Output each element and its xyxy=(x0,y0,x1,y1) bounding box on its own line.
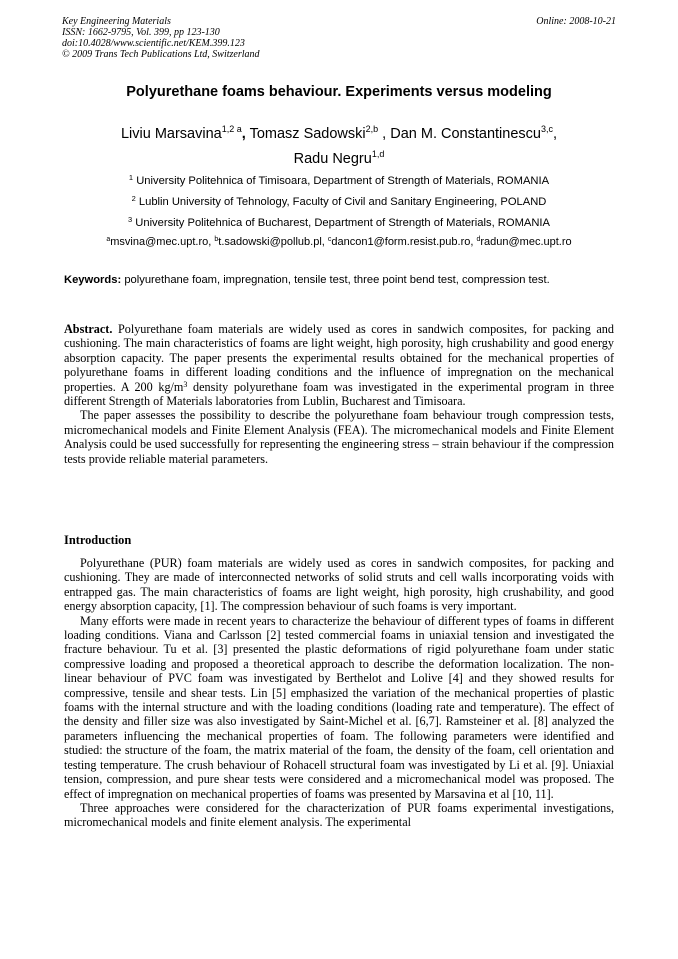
unit-superscript: 3 xyxy=(183,379,188,389)
author-name: Tomasz Sadowski xyxy=(249,126,366,142)
keywords-text: polyurethane foam, impregnation, tensile test, three point bend test, compression test. xyxy=(124,274,550,286)
email-link[interactable]: msvina@mec.upt.ro, xyxy=(110,236,212,248)
author-name: Radu Negru xyxy=(293,151,372,167)
author-emails xyxy=(62,236,616,248)
abstract xyxy=(64,322,614,466)
affiliation-2 xyxy=(62,196,616,208)
email-superscript: c xyxy=(327,236,332,243)
email-link[interactable]: radun@mec.upt.ro xyxy=(480,236,572,248)
affiliation-text: University Politehnica of Timisoara, Department of Strength of Materials, ROMANIA xyxy=(136,175,550,187)
section-heading-introduction: Introduction xyxy=(64,533,132,547)
journal-name: Key Engineering Materials xyxy=(62,16,171,27)
email-superscript: d xyxy=(476,236,481,243)
abstract-paragraph: The paper assesses the possibility to describe the polyurethane foam behaviour trough compression tests, micromechanical models and Finite Element Analysis (FEA). The micromechanical models and Finite Element Analysis could be used successfully for representing the engineering stress – strain behaviour if the compression tests provide reliable material parameters. xyxy=(64,408,614,466)
journal-copyright: © 2009 Trans Tech Publications Ltd, Switzerland xyxy=(62,49,260,60)
author-superscript: 3,c xyxy=(540,124,553,134)
affiliation-number: 2 xyxy=(131,194,136,203)
journal-doi: doi:10.4028/www.scientific.net/KEM.399.123 xyxy=(62,38,245,49)
introduction-body xyxy=(64,556,614,830)
affiliation-number: 1 xyxy=(128,173,134,182)
author-superscript: 1,d xyxy=(371,149,385,159)
affiliation-number: 3 xyxy=(127,215,133,224)
abstract-label: Abstract. xyxy=(64,322,113,336)
author-superscript: 2,b xyxy=(365,124,379,134)
paper-title: Polyurethane foams behaviour. Experiments versus modeling xyxy=(126,84,552,100)
body-paragraph: Many efforts were made in recent years to characterize the behaviour of different types of foams in different loading conditions. Viana and Carlsson [2] tested commercial foams in uniaxial tension and investigated the fracture behaviour. Tu et al. [3] presented the plastic deformations of rigid polyurethane foam under static compressive loading and proposed a theoretical approach to describe the deformation localization. The non-linear behaviour of PVC foam was investigated by Berthelot and Lolive [4] and they showed results for compressive, tensile and shear tests. Lin [5] emphasized the variation of the mechanical properties of plastic foams with the internal structure and with the loading conditions (loading rate and temperature). The effect of the density and filler size was also investigated by Saint-Michel et al. [6,7]. Ramsteiner et al. [8] analyzed the parameters influencing the mechanical properties of foam. The following parameters were identified and studied: the structure of the foam, the matrix material of the foam, the density of the foam, cell orientation and testing temperature. The crush behaviour of Rohacell structural foam was investigated by Li et al. [9]. Uniaxial tension, compression, and pure shear tests were considered and a micromechanical model was proposed. The effect of impregnation on mechanical properties of foams was presented by Marsavina et al [10, 11]. xyxy=(64,613,614,801)
affiliation-text: University Politehnica of Bucharest, Department of Strength of Materials, ROMANIA xyxy=(135,217,550,229)
author-superscript: 1,2 a xyxy=(221,124,242,134)
affiliation-text: Lublin University of Tehnology, Faculty of Civil and Sanitary Engineering, POLAND xyxy=(138,196,547,208)
abstract-text: density polyurethane foam was investigated in the experimental program in three different Strength of Materials laboratories from Lublin, Bucharest and Timisoara. xyxy=(64,379,615,409)
online-date: Online: 2008-10-21 xyxy=(536,16,616,27)
email-superscript: b xyxy=(214,236,219,243)
author-separator: , xyxy=(382,126,387,142)
author-list xyxy=(62,122,616,172)
author-separator: , xyxy=(552,126,557,142)
abstract-text: Polyurethane foam materials are widely used as cores in sandwich composites, for packing and cushioning. The main characteristics of foams are light weight, high porosity, high crushability and good energy absorption capacity. The paper presents the experimental results obtained for the mechanical properties of polyurethane foams in different loading conditions and the influence of impregnation on the mechanical properties. A 200 kg/m xyxy=(64,322,614,394)
body-paragraph: Three approaches were considered for the characterization of PUR foams experimental investigations, micromechanical models and finite element analysis. The experimental xyxy=(64,800,614,830)
keywords-label: Keywords: xyxy=(64,274,122,286)
affiliation-3 xyxy=(62,217,616,229)
journal-header xyxy=(62,16,260,60)
affiliation-1 xyxy=(62,175,616,187)
email-link[interactable]: t.sadowski@pollub.pl, xyxy=(218,236,325,248)
author-name: Dan M. Constantinescu xyxy=(390,126,541,142)
journal-issn: ISSN: 1662-9795, Vol. 399, pp 123-130 xyxy=(62,27,220,38)
body-paragraph: Polyurethane (PUR) foam materials are widely used as cores in sandwich composites, for packing and cushioning. They are made of interconnected networks of solid struts and cell walls incorporating voids with entrapped gas. The main characteristics of foams are light weight, high porosity, high crushability, and good energy absorption capacity, [1]. The compression behaviour of such foams is very important. xyxy=(64,556,614,614)
author-separator: , xyxy=(241,126,246,142)
email-superscript: a xyxy=(106,236,111,243)
email-link[interactable]: dancon1@form.resist.pub.ro, xyxy=(331,236,474,248)
abstract-paragraph xyxy=(64,322,614,408)
keywords xyxy=(64,274,620,286)
author-name: Liviu Marsavina xyxy=(120,126,222,142)
